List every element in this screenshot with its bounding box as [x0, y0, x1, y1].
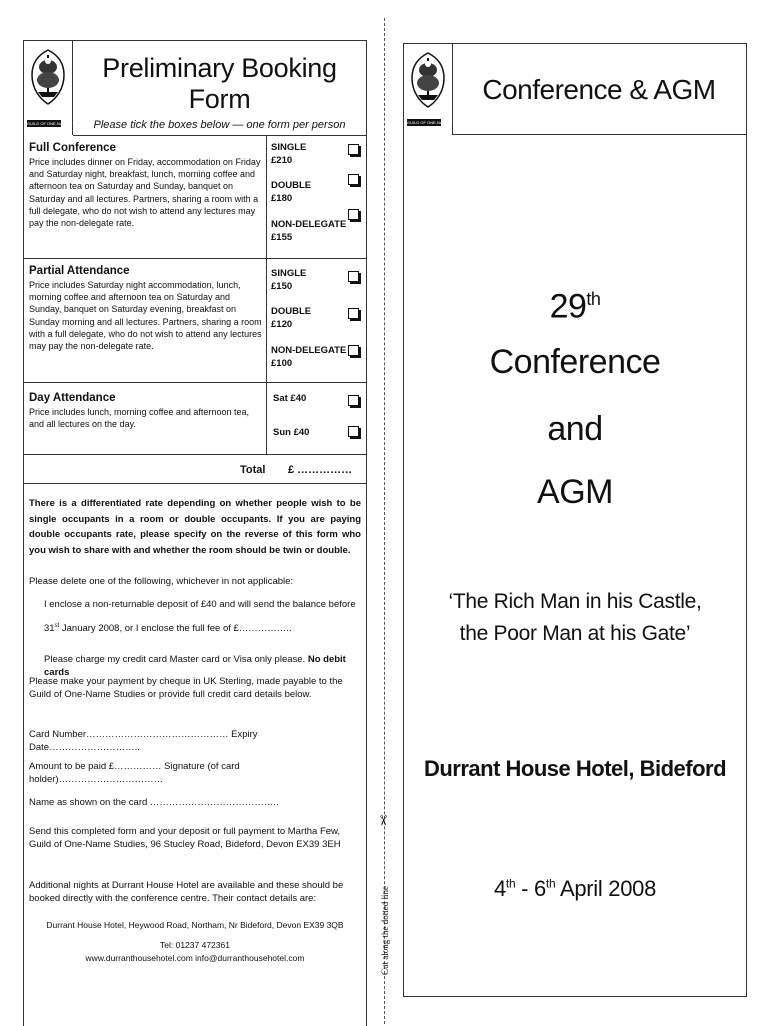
cover-line-conference: Conference: [489, 343, 661, 381]
full-nondelegate-checkbox[interactable]: [348, 209, 359, 220]
conference-dates: [404, 876, 746, 902]
total-label: Total: [240, 464, 266, 476]
conference-number-value: 29: [549, 287, 587, 326]
scissors-icon: ✂: [375, 814, 392, 827]
partial-attendance-heading: Partial Attendance: [29, 265, 130, 277]
crest-logo: [24, 41, 88, 135]
option-price: £155: [271, 231, 293, 243]
form-header: [73, 41, 366, 136]
option-label: NON-DELEGATE: [271, 345, 347, 356]
deposit-option-line2: [44, 620, 361, 635]
deposit-option-line1: I enclose a non-returnable deposit of £40 and will send the balance before: [44, 599, 356, 610]
cover-line-agm: AGM: [537, 473, 613, 511]
cover-header: [452, 44, 746, 135]
crest-tag-right: GUILD OF ONE-NAME STUDIES: [407, 120, 468, 125]
conference-number-suffix: th: [586, 289, 601, 309]
date-start: 4: [493, 876, 506, 901]
full-conference-heading: Full Conference: [29, 142, 116, 154]
theme-line-1: ‘The Rich Man in his Castle,: [448, 590, 702, 613]
date-start-suffix: th: [505, 876, 516, 891]
cut-line: [384, 18, 385, 1024]
crest-logo-right: [404, 44, 468, 134]
partial-attendance-section: [24, 259, 366, 383]
send-address: [29, 825, 361, 851]
rate-note-text: There is a differentiated rate depending on whether people wish to be single occupants in a room or double occupants. If you are paying double occupants rate, please specify on the reverse of this form who you wish to share with and whether the room should be twin or double.: [29, 498, 361, 556]
partial-attendance-text: Price includes Saturday night accommodation, lunch, morning coffee and afternoon tea on Saturday and Sunday, banquet on Saturday evening, breakfast on Sunday morning and all lectures. Partners, sharing a room with a full delegate, who do not wish to attend any lectures may pay the non-delegate rate.: [29, 280, 262, 352]
total-amount-field[interactable]: £ ……………: [288, 464, 353, 476]
full-conference-text: Price includes dinner on Friday, accommodation on Friday and Saturday night, breakfast, lunch, morning coffee and afternoon tea on Saturday and Sunday, banquet on Saturday and all lectures. Partners, sharing a room with a full delegate, who do not wish to attend any lectures may pay the non-delegate rate.: [29, 157, 261, 229]
option-label: SINGLE: [271, 142, 307, 153]
extra-nights-note: Additional nights at Durrant House Hotel are available and these should be booked directly with the conference centre. Their contact details are:: [29, 880, 344, 904]
conference-theme: [404, 586, 746, 650]
theme-line-2: the Poor Man at his Gate’: [459, 622, 691, 645]
no-debit-cards-text: No debit cards: [44, 654, 346, 678]
send-line-1: Send this completed form and your deposit or full payment to Martha Few,: [29, 826, 341, 837]
hotel-web: www.durranthousehotel.com info@durranthousehotel.com: [85, 953, 305, 963]
conference-number: [404, 272, 746, 333]
rate-note: [29, 496, 361, 558]
day-attendance-section: [24, 383, 366, 455]
partial-attendance-description: [29, 264, 262, 352]
date-end-suffix: th: [545, 876, 556, 891]
full-double-checkbox[interactable]: [348, 174, 359, 185]
day-attendance-text: Price includes lunch, morning coffee and afternoon tea, and all lectures on the day.: [29, 407, 249, 430]
crest-tag: GUILD OF ONE-NAME STUDIES: [27, 121, 88, 126]
option-price: £210: [271, 154, 293, 166]
full-conference-description: [29, 141, 262, 229]
full-conference-options: [266, 136, 366, 258]
total-row: [24, 455, 366, 484]
form-title: Preliminary Booking Form: [102, 53, 337, 114]
full-conference-section: [24, 136, 366, 259]
option-label: NON-DELEGATE: [271, 219, 347, 230]
full-single-checkbox[interactable]: [348, 144, 359, 155]
guild-crest-icon: [408, 50, 448, 110]
card-number-field[interactable]: Card Number……………………………………… Expiry Date………………………..: [29, 729, 258, 753]
deposit-full-fee-field[interactable]: January 2008, or I enclose the full fee of £……………..: [59, 623, 292, 635]
option-label: SINGLE: [271, 268, 307, 279]
hotel-contact: [29, 919, 361, 965]
cover-line-and: and: [547, 410, 603, 448]
cover-panel: [403, 43, 747, 997]
partial-nondelegate-checkbox[interactable]: [348, 345, 359, 356]
date-month-year: April 2008: [555, 876, 657, 901]
amount-signature-field[interactable]: Amount to be paid £…………… Signature (of card holder)……………………………: [29, 761, 240, 785]
option-price: £100: [271, 357, 293, 369]
day-attendance-options: [266, 383, 366, 454]
cut-label-text: Cut along the dotted line: [380, 886, 390, 975]
hotel-address: Durrant House Hotel, Heywood Road, Northam, Nr Bideford, Devon EX39 3QB: [46, 920, 344, 930]
cover-title: Conference & AGM: [482, 74, 716, 105]
date-end: - 6: [515, 876, 546, 901]
day-attendance-heading: Day Attendance: [29, 392, 116, 404]
hotel-tel: Tel: 01237 472361: [160, 940, 230, 950]
credit-card-note-text: Please charge my credit card Master card or Visa only please.: [44, 654, 308, 665]
day-attendance-description: [29, 391, 262, 430]
day-sun-checkbox[interactable]: [348, 426, 359, 437]
partial-attendance-options: [266, 259, 366, 382]
day-sat-checkbox[interactable]: [348, 395, 359, 406]
name-on-card-field[interactable]: Name as shown on the card …………………………………..: [29, 797, 279, 808]
delete-note: Please delete one of the following, whichever in not applicable:: [29, 576, 294, 587]
form-subtitle: Please tick the boxes below — one form per person: [93, 119, 346, 131]
option-price: £180: [271, 192, 293, 204]
partial-single-checkbox[interactable]: [348, 271, 359, 282]
day-sat-option: Sat £40: [273, 393, 307, 404]
full-nondelegate-option: [271, 219, 366, 244]
booking-form-panel: [23, 40, 367, 1026]
deposit-date-day: 31: [44, 623, 55, 635]
send-line-2: Guild of One-Name Studies, 96 Stucley Road, Bideford, Devon EX39 3EH: [29, 839, 341, 850]
guild-crest-icon: [28, 47, 68, 107]
venue: Durrant House Hotel, Bideford: [423, 756, 727, 781]
day-sun-option: Sun £40: [273, 427, 310, 438]
payment-note: Please make your payment by cheque in UK Sterling, made payable to the Guild of One-Name Studies or provide full credit card details below.: [29, 676, 343, 700]
partial-double-checkbox[interactable]: [348, 308, 359, 319]
deposit-date-suffix: st: [54, 623, 60, 629]
option-price: £120: [271, 318, 293, 330]
option-label: DOUBLE: [271, 306, 312, 317]
option-price: £150: [271, 280, 293, 292]
option-label: DOUBLE: [271, 180, 312, 191]
